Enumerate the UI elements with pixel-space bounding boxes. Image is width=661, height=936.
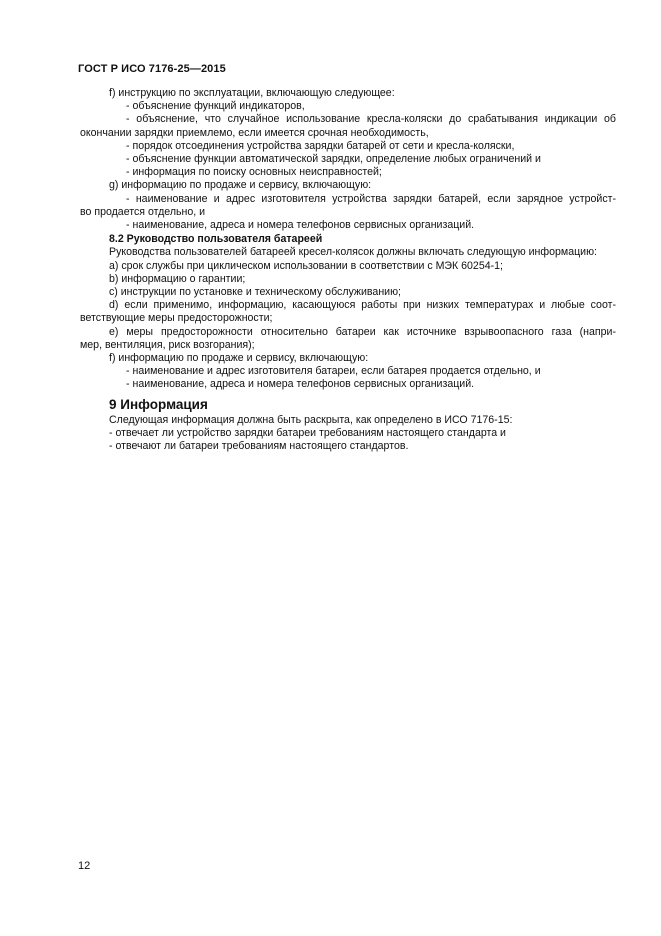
list-item-d: d) если применимо, информацию, касающуюся работы при низких температурах и любые соот- xyxy=(109,299,616,312)
list-item: - отвечает ли устройство зарядки батареи требованиям настоящего стандарта и xyxy=(109,426,506,439)
sub-item: - объяснение, что случайное использование кресла-коляски до срабатывания индикации об xyxy=(126,113,616,126)
sub-item: - наименование и адрес изготовителя устройства зарядки батарей, если зарядное устройст- xyxy=(126,192,616,205)
sub-item: - порядок отсоединения устройства зарядки батарей от сети и кресла-коляски, xyxy=(126,139,515,152)
list-item-f: f) информацию по продаже и сервису, включающую: xyxy=(109,352,369,365)
sub-item: - наименование и адрес изготовителя батареи, если батарея продается отдельно, и xyxy=(126,365,541,378)
continuation-line: мер, вентиляция, риск возгорания); xyxy=(80,338,255,351)
list-item-e: e) меры предосторожности относительно батареи как источнике взрывоопасного газа (напри- xyxy=(109,325,616,338)
continuation-line: во продается отдельно, и xyxy=(80,205,206,218)
list-item-a: a) срок службы при циклическом использовании в соответствии с МЭК 60254-1; xyxy=(109,259,503,272)
paragraph-line: Следующая информация должна быть раскрыта, как определено в ИСО 7176-15: xyxy=(109,413,513,426)
document-body xyxy=(80,87,616,453)
sub-item: - наименование, адреса и номера телефонов сервисных организаций. xyxy=(126,219,475,232)
continuation-line: ветствующие меры предосторожности; xyxy=(80,312,273,325)
sub-item: - объяснение функций индикаторов, xyxy=(126,100,305,113)
list-item-g: g) информацию по продаже и сервису, включающую: xyxy=(109,179,372,192)
section-heading-8-2: 8.2 Руководство пользователя батареей xyxy=(109,233,323,246)
sub-item: - информация по поиску основных неисправностей; xyxy=(126,166,382,179)
list-item-c: c) инструкции по установке и техническому обслуживанию; xyxy=(109,286,401,299)
page-number: 12 xyxy=(78,860,91,872)
standard-header: ГОСТ Р ИСО 7176-25—2015 xyxy=(78,63,226,75)
list-item-b: b) информацию о гарантии; xyxy=(109,272,246,285)
list-item: - отвечают ли батареи требованиям настоящего стандартов. xyxy=(109,440,409,453)
sub-item: - наименование, адреса и номера телефонов сервисных организаций. xyxy=(126,378,475,391)
list-item-f: f) инструкцию по эксплуатации, включающую следующее: xyxy=(109,87,395,99)
continuation-line: окончании зарядки приемлемо, если имеется срочная необходимость, xyxy=(80,126,429,139)
section-heading-9: 9 Информация xyxy=(109,396,208,412)
sub-item: - объяснение функции автоматической зарядки, определение любых ограничений и xyxy=(126,153,541,166)
paragraph-line: Руководства пользователей батареей кресел-колясок должны включать следующую информацию: xyxy=(109,246,597,259)
